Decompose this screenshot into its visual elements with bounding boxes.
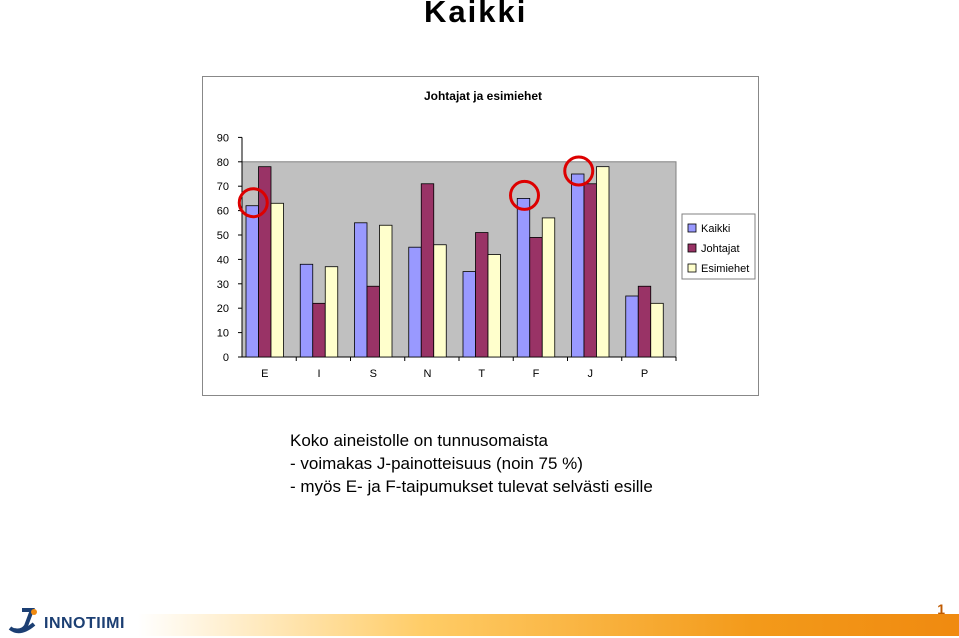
- y-tick-label: 80: [216, 156, 229, 169]
- y-tick-label: 60: [216, 205, 229, 218]
- legend-label: Kaikki: [701, 223, 731, 235]
- bar-esimiehet-p: [651, 303, 664, 357]
- x-tick-label: I: [317, 368, 321, 380]
- legend-label: Johtajat: [701, 243, 740, 255]
- y-tick-label: 0: [222, 352, 229, 364]
- x-tick-label: P: [640, 368, 649, 380]
- y-tick-label: 90: [216, 132, 229, 145]
- x-tick-label: T: [478, 368, 486, 380]
- legend-swatch: [688, 244, 696, 252]
- y-tick-label: 20: [216, 303, 229, 316]
- bar-johtajat-f: [530, 237, 543, 357]
- chart-title: Johtajat ja esimiehet: [423, 89, 543, 103]
- bar-johtajat-t: [476, 233, 489, 357]
- legend-swatch: [688, 264, 696, 272]
- bar-kaikki-t: [463, 272, 476, 357]
- x-tick-label: F: [532, 368, 540, 380]
- body-line: Koko aineistolle on tunnusomaista: [290, 431, 548, 450]
- bar-kaikki-s: [355, 223, 368, 357]
- y-tick-label: 70: [216, 181, 229, 194]
- plot-area: [217, 132, 676, 380]
- bar-kaikki-i: [300, 264, 313, 357]
- bar-kaikki-n: [409, 247, 422, 357]
- legend-label: Esimiehet: [701, 263, 750, 275]
- bar-esimiehet-i: [325, 267, 338, 357]
- y-tick-label: 10: [216, 327, 229, 340]
- bar-esimiehet-f: [542, 218, 555, 357]
- legend-swatch: [688, 224, 696, 232]
- x-tick-label: J: [587, 368, 593, 380]
- page-title: Kaikki: [424, 0, 528, 29]
- bar-johtajat-j: [584, 184, 597, 357]
- y-tick-label: 40: [216, 254, 229, 267]
- body-line: - voimakas J-painotteisuus (noin 75 %): [290, 454, 583, 473]
- bar-johtajat-n: [421, 184, 434, 357]
- x-tick-label: N: [423, 368, 432, 380]
- chart-frame: [202, 76, 759, 396]
- bar-johtajat-s: [367, 286, 380, 357]
- bar-chart: [203, 77, 760, 397]
- page-number: 1: [937, 601, 945, 617]
- bar-esimiehet-n: [434, 245, 447, 357]
- bar-kaikki-j: [572, 174, 585, 357]
- logo-mark-icon: [4, 606, 44, 636]
- bar-johtajat-i: [313, 303, 326, 357]
- bar-esimiehet-s: [380, 225, 393, 357]
- bar-johtajat-p: [638, 286, 651, 357]
- bar-esimiehet-t: [488, 255, 501, 357]
- logo-text: INNOTIIMI: [44, 615, 125, 632]
- body-text: [290, 429, 653, 498]
- innotiimi-logo: [4, 606, 138, 636]
- x-tick-label: E: [261, 368, 269, 380]
- x-tick-label: S: [369, 368, 377, 380]
- bar-kaikki-e: [246, 206, 259, 357]
- y-tick-label: 50: [216, 230, 229, 242]
- bar-kaikki-p: [626, 296, 639, 357]
- bar-kaikki-f: [517, 198, 530, 357]
- legend: [682, 214, 755, 279]
- y-tick-label: 30: [216, 278, 229, 291]
- bar-esimiehet-j: [597, 167, 610, 357]
- body-line: - myös E- ja F-taipumukset tulevat selvästi esille: [290, 477, 653, 496]
- footer-bar: [138, 614, 959, 636]
- bar-esimiehet-e: [271, 203, 284, 357]
